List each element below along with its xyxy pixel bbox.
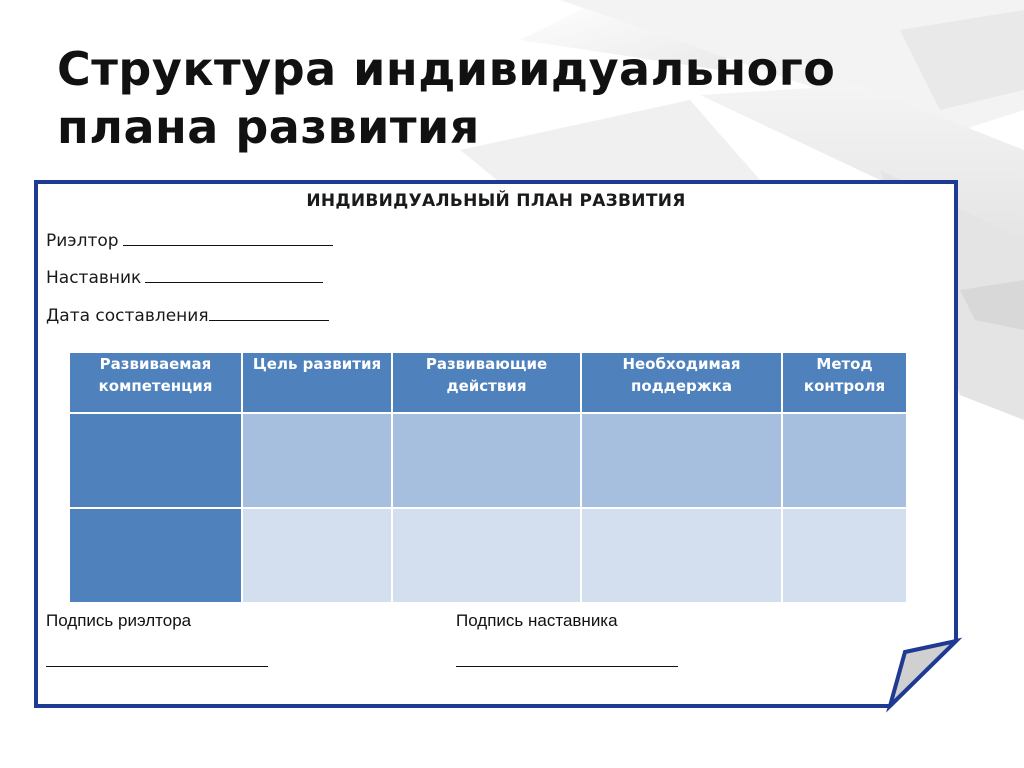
date-field[interactable] (46, 306, 329, 326)
mentor-field[interactable] (46, 268, 323, 288)
form-heading: ИНДИВИДУАЛЬНЫЙ ПЛАН РАЗВИТИЯ (306, 191, 686, 211)
plan-table (68, 351, 908, 604)
table-row (69, 413, 907, 508)
table-cell[interactable] (392, 413, 581, 508)
table-header-row (69, 352, 907, 413)
table-cell[interactable] (581, 413, 782, 508)
mentor-field-line[interactable] (145, 268, 323, 283)
date-field-label: Дата составления (46, 306, 209, 326)
column-header-support: Необходимая поддержка (581, 352, 782, 413)
table-row (69, 508, 907, 603)
column-header-actions: Развивающие действия (392, 352, 581, 413)
table-cell[interactable] (581, 508, 782, 603)
column-header-control: Метод контроля (782, 352, 907, 413)
mentor-signature-label: Подпись наставника (456, 611, 618, 630)
table-cell[interactable] (242, 413, 392, 508)
slide-title: Структура индивидуального плана развития (57, 42, 836, 154)
mentor-field-label: Наставник (46, 268, 142, 288)
realtor-field[interactable] (46, 231, 333, 251)
table-cell[interactable] (242, 508, 392, 603)
mentor-signature-line[interactable] (456, 666, 678, 667)
table-cell[interactable] (782, 413, 907, 508)
column-header-competence: Развиваемая компетенция (69, 352, 242, 413)
table-cell[interactable] (392, 508, 581, 603)
table-cell[interactable] (782, 508, 907, 603)
realtor-signature-line[interactable] (46, 666, 268, 667)
realtor-signature-label: Подпись риэлтора (46, 611, 192, 630)
realtor-field-label: Риэлтор (46, 231, 119, 251)
date-field-line[interactable] (209, 306, 329, 321)
column-header-goal: Цель развития (242, 352, 392, 413)
realtor-field-line[interactable] (123, 231, 333, 246)
table-cell[interactable] (69, 413, 242, 508)
table-cell[interactable] (69, 508, 242, 603)
